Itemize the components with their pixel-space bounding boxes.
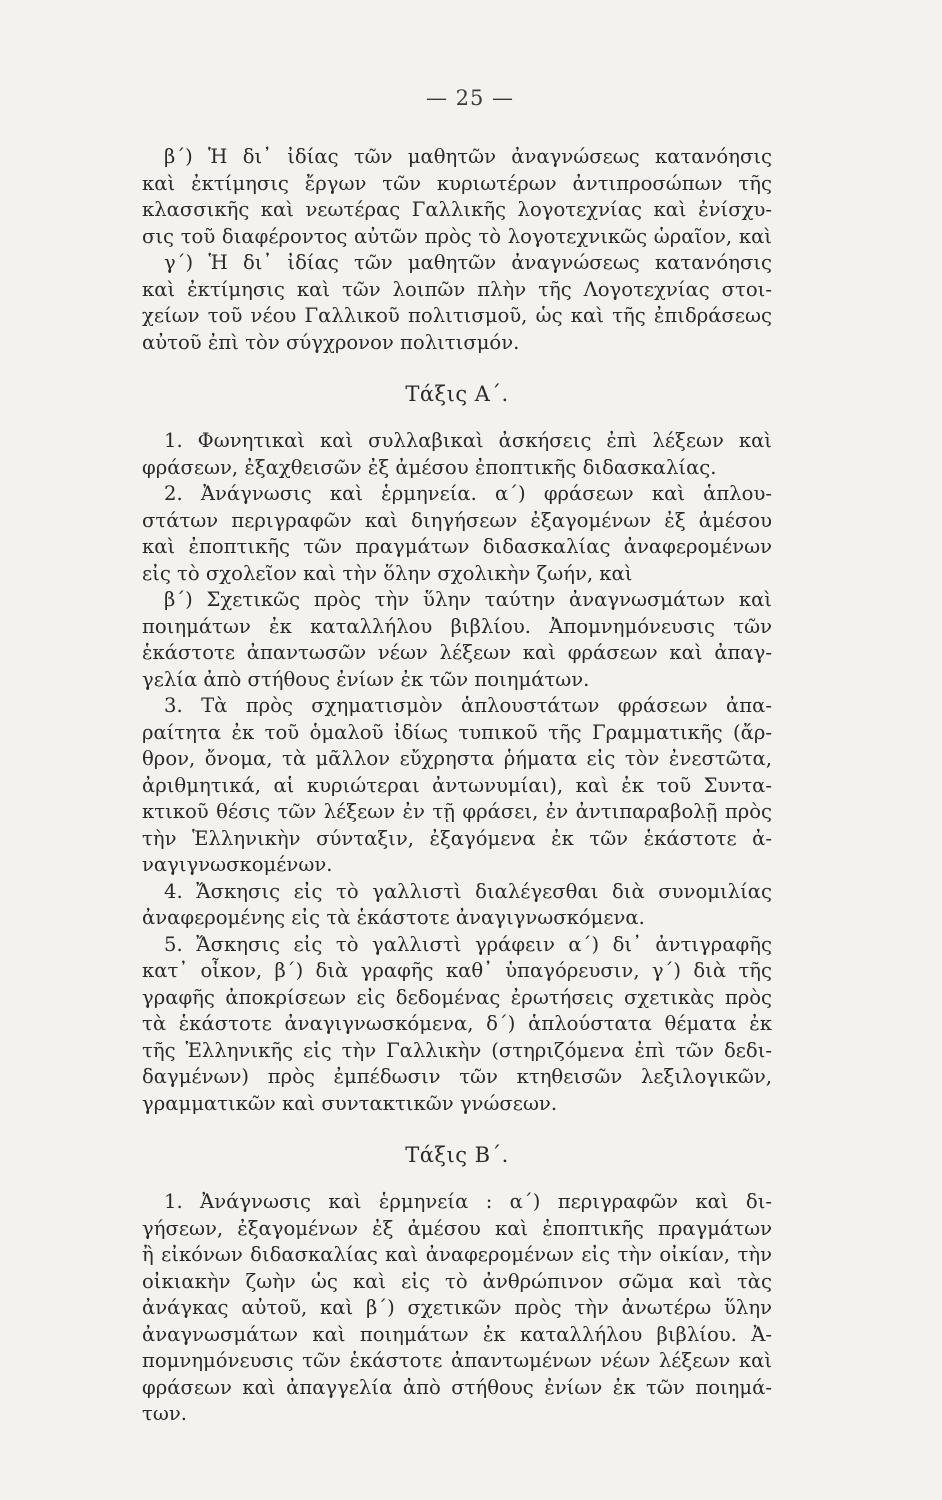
text-line: γήσεων, ἐξαγομένων ἐξ ἀμέσου καὶ ἐποπτικῆς πραγμάτων xyxy=(142,1216,772,1240)
section-title-a: Τάξις Α΄. xyxy=(405,382,509,406)
text-line: γραφῆς ἀποκρίσεων εἰς δεδομένας ἐρωτήσεις σχετικὰς πρὸς xyxy=(142,985,772,1009)
page-number: — 25 — xyxy=(425,86,515,110)
text-line: τὰ ἑκάστοτε ἀναγιγνωσκόμενα, δ΄) ἁπλούστατα θέματα ἐκ xyxy=(142,1012,772,1035)
text-line: ποιημάτων ἐκ καταλλήλου βιβλίου. Ἀπομνημόνευσις τῶν xyxy=(142,614,772,638)
section-title-b: Τάξις Β΄. xyxy=(405,1143,509,1167)
text-line: ἀναφερομένης εἰς τὰ ἑκάστοτε ἀναγιγνωσκόμενα. xyxy=(142,906,645,929)
text-line: ἀριθμητικά, αἱ κυριώτεραι ἀντωνυμίαι), καὶ ἐκ τοῦ Συντα- xyxy=(142,773,772,797)
text-line: ραίτητα ἐκ τοῦ ὁμαλοῦ ἰδίως τυπικοῦ τῆς Γραμματικῆς (ἄρ- xyxy=(142,720,772,744)
text-line: φράσεων καὶ ἀπαγγελία ἀπὸ στήθους ἐνίων ἐκ τῶν ποιημά- xyxy=(142,1375,772,1399)
text-line: πομνημόνευσις τῶν ἑκάστοτε ἀπαντωμένων νέων λέξεων καὶ xyxy=(142,1349,772,1372)
text-line: ἑκάστοτε ἀπαντωσῶν νέων λέξεων καὶ φράσεων καὶ ἀπαγ- xyxy=(142,641,772,664)
text-line: κατ᾽ οἶκον, β΄) διὰ γραφῆς καθ᾽ ὑπαγόρευσιν, γ΄) διὰ τῆς xyxy=(142,959,772,982)
text-line: 2. Ἀνάγνωσις καὶ ἑρμηνεία. α΄) φράσεων καὶ ἁπλου- xyxy=(164,482,772,505)
text-line: κτικοῦ θέσις τῶν λέξεων ἐν τῇ φράσει, ἐν ἀντιπαραβολῇ πρὸς xyxy=(142,800,772,823)
text-line: 4. Ἄσκησις εἰς τὸ γαλλιστὶ διαλέγεσθαι διὰ συνομιλίας xyxy=(164,879,772,903)
text-line: γ΄) Ἡ δι᾽ ἰδίας τῶν μαθητῶν ἀναγνώσεως κατανόησις xyxy=(164,251,772,274)
text-line: γελία ἀπὸ στήθους ἐνίων ἐκ τῶν ποιημάτων. xyxy=(142,667,590,691)
text-line: δαγμένων) πρὸς ἐμπέδωσιν τῶν κτηθεισῶν λεξιλογικῶν, xyxy=(142,1065,772,1088)
text-line: ἀναγνωσμάτων καὶ ποιημάτων ἐκ καταλλήλου βιβλίου. Ἀ- xyxy=(142,1322,772,1346)
text-line: καὶ ἐποπτικῆς τῶν πραγμάτων διδασκαλίας ἀναφερομένων xyxy=(142,535,772,558)
text-line: καὶ ἐκτίμησις ἔργων τῶν κυριωτέρων ἀντιπροσώπων τῆς xyxy=(142,171,772,195)
text-line: στάτων περιγραφῶν καὶ διηγήσεων ἐξαγομένων ἐξ ἀμέσου xyxy=(142,508,772,532)
section-a-body xyxy=(142,428,772,1117)
text-line: β΄) Ἡ δι᾽ ἰδίας τῶν μαθητῶν ἀναγνώσεως κατανόησις xyxy=(164,145,772,168)
intro-paragraph xyxy=(142,144,772,356)
text-line: 1. Ἀνάγνωσις καὶ ἑρμηνεία : α΄) περιγραφῶν καὶ δι- xyxy=(164,1190,772,1213)
text-line: τῆς Ἑλληνικῆς εἰς τὴν Γαλλικὴν (στηριζόμενα ἐπὶ τῶν δεδι- xyxy=(142,1038,772,1062)
text-line: εἰς τὸ σχολεῖον καὶ τὴν ὅλην σχολικὴν ζωήν, καὶ xyxy=(142,561,633,585)
text-line: καὶ ἐκτίμησις καὶ τῶν λοιπῶν πλὴν τῆς Λογοτεχνίας στοι- xyxy=(142,277,772,301)
text-line: 3. Τὰ πρὸς σχηματισμὸν ἁπλουστάτων φράσεων ἀπα- xyxy=(164,694,772,717)
text-line: τὴν Ἑλληνικὴν σύνταξιν, ἐξαγόμενα ἐκ τῶν ἑκάστοτε ἀ- xyxy=(142,826,772,850)
text-line: σις τοῦ διαφέροντος αὐτῶν πρὸς τὸ λογοτεχνικῶς ὡραῖον, καὶ xyxy=(142,224,772,248)
text-line: 1. Φωνητικαὶ καὶ συλλαβικαὶ ἀσκήσεις ἐπὶ λέξεων καὶ xyxy=(164,429,772,452)
text-line: αὐτοῦ ἐπὶ τὸν σύγχρονον πολιτισμόν. xyxy=(142,330,520,354)
text-line: β΄) Σχετικῶς πρὸς τὴν ὕλην ταύτην ἀναγνωσμάτων καὶ xyxy=(164,588,772,611)
text-line: γραμματικῶν καὶ συντακτικῶν γνώσεων. xyxy=(142,1091,558,1115)
text-line: χείων τοῦ νέου Γαλλικοῦ πολιτισμοῦ, ὡς καὶ τῆς ἐπιδράσεως xyxy=(142,304,772,327)
text-line: κλασσικῆς καὶ νεωτέρας Γαλλικῆς λογοτεχνίας καὶ ἐνίσχυ- xyxy=(142,198,772,221)
text-line: φράσεων, ἐξαχθεισῶν ἐξ ἀμέσου ἐποπτικῆς διδασκαλίας. xyxy=(142,455,717,479)
text-line: ναγιγνωσκομένων. xyxy=(142,853,333,876)
text-line: οἰκιακὴν ζωὴν ὡς καὶ εἰς τὸ ἀνθρώπινον σῶμα καὶ τὰς xyxy=(142,1269,772,1293)
text-line: των. xyxy=(142,1402,187,1425)
text-line: ἢ εἰκόνων διδασκαλίας καὶ ἀναφερομένων εἰς τὴν οἰκίαν, τὴν xyxy=(142,1243,772,1266)
section-b-body xyxy=(142,1189,772,1428)
text-line: 5. Ἄσκησις εἰς τὸ γαλλιστὶ γράφειν α΄) δι᾽ ἀντιγραφῆς xyxy=(164,932,772,956)
text-line: ἀνάγκας αὐτοῦ, καὶ β΄) σχετικῶν πρὸς τὴν ἀνωτέρω ὕλην xyxy=(142,1296,772,1319)
text-line: θρον, ὄνομα, τὰ μᾶλλον εὔχρηστα ῥήματα εἰς τὸν ἐνεστῶτα, xyxy=(142,747,772,770)
